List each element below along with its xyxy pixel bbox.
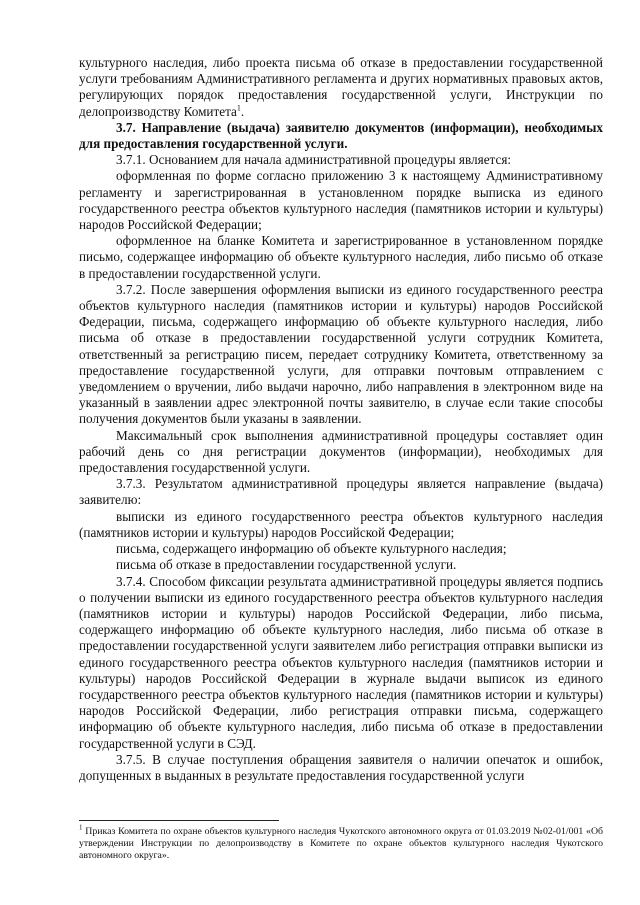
paragraph-extract-item: оформленная по форме согласно приложению 3 к настоящему Административному регламенту и зарегистрированная в установленном порядке выписка из единого государственного реестра объектов культурного наследия (памятников истории и культуры) народов Российской Федерации; xyxy=(79,168,603,233)
paragraph-3-7-1: 3.7.1. Основанием для начала административной процедуры является: xyxy=(116,152,512,168)
document-body xyxy=(79,55,603,784)
paragraph-result-refusal: письма об отказе в предоставлении государственной услуги. xyxy=(116,557,457,573)
paragraph-3-7-4: 3.7.4. Способом фиксации результата административной процедуры является подпись о получении выписки из единого государственного реестра объектов культурного наследия (памятников истории и культуры) народов Российской Федерации, либо письма, содержащего информацию об объекте культурного наследия, либо письма об отказе в предоставлении государственной услуги заявителем либо регистрация отправки выписки из единого государственного реестра объектов культурного наследия (памятников истории и культуры) народов Российской Федерации в журнале выдачи выписок из единого государственного реестра объектов культурного наследия (памятников истории и культуры) народов Российской Федерации, либо регистрация отправки письма, содержащего информацию об объекте культурного наследия, либо письма об отказе в предоставлении государственной услуги в СЭД. xyxy=(79,573,603,751)
footnote-separator xyxy=(79,820,279,821)
paragraph-3-7-5: 3.7.5. В случае поступления обращения заявителя о наличии опечаток и ошибок, допущенных в выданных в результате предоставления государственной услуги xyxy=(79,751,603,783)
footnote xyxy=(79,823,604,862)
section-heading-3-7: 3.7. Направление (выдача) заявителю документов (информации), необходимых для предоставления государственной услуги. xyxy=(79,119,603,152)
paragraph-result-letter: письма, содержащего информацию об объекте культурного наследия; xyxy=(116,541,507,557)
paragraph-end-punctuation: . xyxy=(240,103,245,119)
paragraph-letter-item: оформленное на бланке Комитета и зарегистрированное в установленном порядке письмо, содержащее информацию об объекте культурного наследия, либо письмо об отказе в предоставлении государственной услуги. xyxy=(79,233,603,281)
paragraph-3-7-2: 3.7.2. После завершения оформления выписки из единого государственного реестра объектов культурного наследия (памятников истории и культуры) народов Российской Федерации, письма, содержащего информацию об объекте культурного наследия, либо письма об отказе в предоставлении государственной услуги сотрудник Комитета, ответственный за регистрацию писем, передает сотруднику Комитета, ответственному за предоставление государственной услуги, для отправки почтовым отправлением с уведомлением о вручении, либо выдачи нарочно, либо направления в электронном виде на указанный в заявлении адрес электронной почты заявителю, в случае если такие способы получения документов были указаны в заявлении. xyxy=(79,281,603,427)
footnote-reference: 1 xyxy=(236,103,241,113)
paragraph-max-term: Максимальный срок выполнения административной процедуры составляет один рабочий день со дня регистрации документов (информации), необходимых для предоставления государственной услуги. xyxy=(79,427,603,476)
footnote-number: 1 xyxy=(79,823,83,832)
paragraph-result-extract: выписки из единого государственного реестра объектов культурного наследия (памятников истории и культуры) народов Российской Федерации; xyxy=(79,508,603,540)
footnote-text: Приказ Комитета по охране объектов культурного наследия Чукотского автономного округа от 01.03.2019 №02-01/001 «Об утверждении Инструкции по делопроизводству в Комитете по охране объектов культурного наследия Чукотского автономного округа». xyxy=(79,826,604,861)
paragraph-continuation xyxy=(79,55,603,120)
paragraph-3-7-3: 3.7.3. Результатом административной процедуры является направление (выдача) заявителю: xyxy=(79,476,603,508)
paragraph-text: культурного наследия, либо проекта письма об отказе в предоставлении государственной услуги требованиям Административного регламента и других нормативных правовых актов, регулирующих порядок предоставления государственной услуги, Инструкции по делопроизводству Комитета xyxy=(79,55,603,119)
